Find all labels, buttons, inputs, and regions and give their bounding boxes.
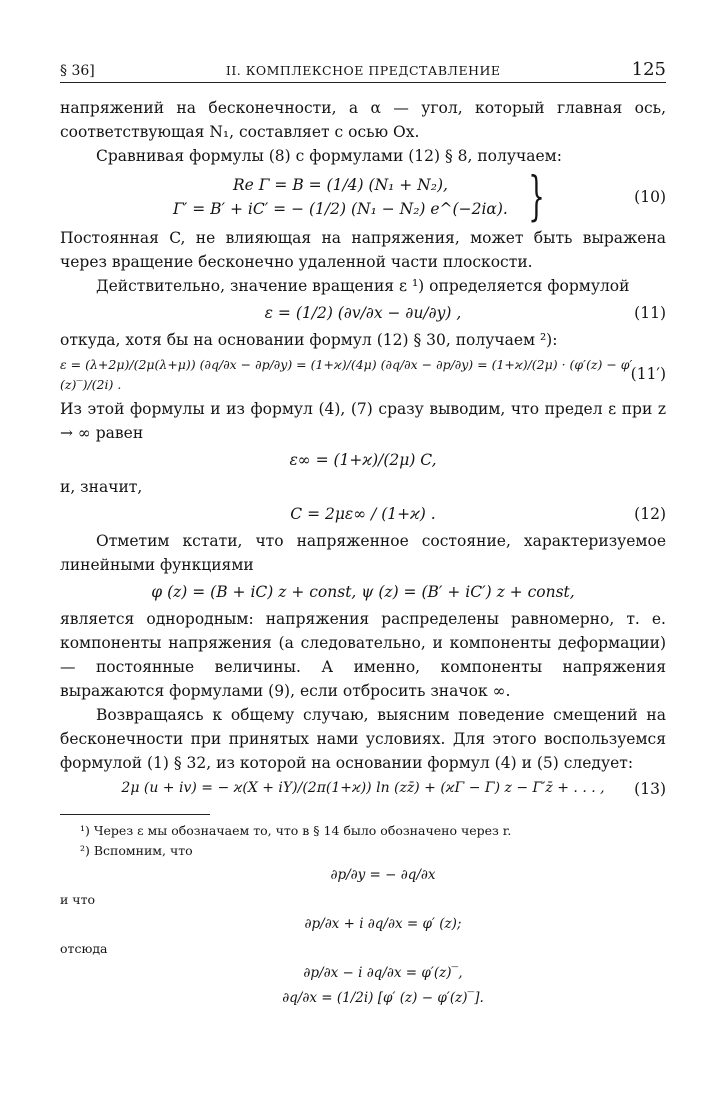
- equation-body: φ (z) = (B + iC) z + const, ψ (z) = (B′ + iC′) z + const,: [151, 582, 575, 601]
- equation-phi-psi: [60, 580, 666, 604]
- equation-number: (11): [634, 304, 666, 323]
- equation-10: [60, 167, 666, 228]
- equation-eps-infinity: [60, 448, 666, 472]
- footnote-equation: ∂q/∂x = (1/2i) [φ′ (z) − φ′(z)‾].: [282, 989, 484, 1006]
- paragraph: Отметим кстати, что напряженное состояние, характеризуемое линейными функциями: [60, 531, 666, 574]
- equation-number: (10): [634, 188, 666, 207]
- equation-number: (12): [634, 504, 666, 523]
- paragraph: Сравнивая формулы (8) с формулами (12) § 8, получаем:: [96, 147, 562, 166]
- equation-number: (13): [634, 779, 666, 798]
- paragraph: Действительно, значение вращения ε ¹) определяется формулой: [96, 277, 630, 296]
- footnote-equation: ∂p/∂x + i ∂q/∂x = φ′ (z);: [304, 915, 462, 932]
- equation-body: C = 2με∞ / (1+ϰ) .: [290, 504, 436, 523]
- equation-line: Re Γ = B = (1/4) (N₁ + N₂),: [232, 176, 448, 195]
- footnote-rule: [60, 814, 210, 815]
- equation-number: (11′): [630, 365, 666, 384]
- equation-body: ε = (λ+2μ)/(2μ(λ+μ)) (∂q/∂x − ∂p/∂y) = (1+ϰ)/(4μ) (∂q/∂x − ∂p/∂y) = (1+ϰ)/(2μ) · (φ′(z) − φ′(z)‾)/(2i) .: [60, 357, 633, 392]
- footnote-text: отсюда: [60, 940, 108, 956]
- running-header: [60, 56, 666, 84]
- equation-13: [60, 778, 666, 800]
- main-text: [60, 96, 666, 1012]
- paragraph: Из этой формулы и из формул (4), (7) сразу выводим, что предел ε при z → ∞ равен: [60, 399, 666, 442]
- paragraph: Постоянная C, не влияющая на напряжения, может быть выражена через вращение бесконечно удаленной части плоскости.: [60, 229, 666, 272]
- equation-11-prime: [60, 355, 666, 394]
- footnote: ¹) Через ε мы обозначаем то, что в § 14 было обозначено через r.: [80, 822, 512, 838]
- page-number: 125: [631, 59, 666, 80]
- chapter-title: II. КОМПЛЕКСНОЕ ПРЕДСТАВЛЕНИЕ: [225, 63, 501, 78]
- footnote-equation: ∂p/∂x − i ∂q/∂x = φ′(z)‾,: [303, 964, 463, 981]
- paragraph: откуда, хотя бы на основании формул (12) § 30, получаем ²):: [60, 331, 558, 350]
- equation-body: 2μ (u + iv) = − ϰ(X + iY)/(2π(1+ϰ)) ln (zz̄) + (ϰΓ − Γ̄) z − Γ̄′z̄ + . . . ,: [121, 780, 605, 797]
- footnote-text: и что: [60, 891, 96, 907]
- header-rule: [60, 82, 666, 83]
- equation-line: Γ′ = B′ + iC′ = − (1/2) (N₁ − N₂) e^(−2iα).: [173, 200, 508, 219]
- equation-12: [60, 502, 666, 526]
- paragraph: и, значит,: [60, 477, 143, 496]
- section-marker: § 36]: [60, 63, 95, 79]
- paragraph: напряжений на бесконечности, а α — угол, который главная ось, соответствующая N₁, составляет с осью Ox.: [60, 99, 666, 142]
- equation-11: [60, 301, 666, 325]
- paragraph: является однородным: напряжения распределены равномерно, т. е. компоненты напряжения (а следовательно, и компоненты деформации) — постоянные величины. А именно, компоненты напряжения выражаются формулами (9), если отбросить значок ∞.: [60, 610, 666, 701]
- footnote: ²) Вспомним, что: [80, 842, 193, 858]
- equation-body: ε = (1/2) (∂v/∂x − ∂u/∂y) ,: [264, 304, 462, 323]
- equation-body: ε∞ = (1+ϰ)/(2μ) C,: [289, 450, 437, 469]
- footnote-equation: ∂p/∂y = − ∂q/∂x: [330, 866, 436, 883]
- right-brace: }: [528, 167, 545, 228]
- paragraph: Возвращаясь к общему случаю, выясним поведение смещений на бесконечности при принятых нами условиях. Для этого воспользуемся формулой (1) § 32, из которой на основании формул (4) и (5) следует:: [60, 706, 666, 773]
